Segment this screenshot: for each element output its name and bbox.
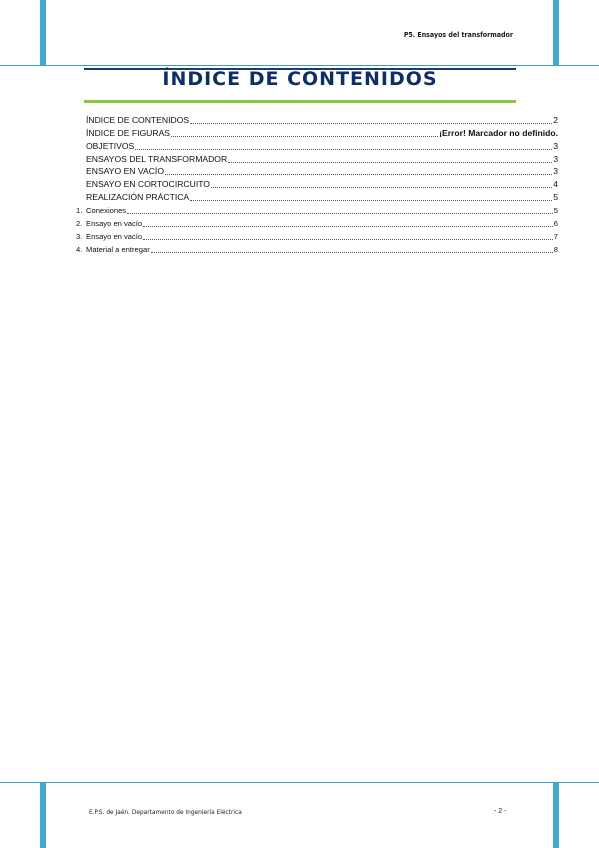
toc-entry-page: 3 bbox=[553, 153, 558, 164]
toc-entry-title: REALIZACIÓN PRÁCTICA bbox=[86, 192, 190, 203]
toc-entry-page: 6 bbox=[553, 219, 558, 229]
toc-entry-number: 2. bbox=[76, 219, 83, 229]
footer-page-number: - 2 - bbox=[494, 808, 507, 815]
toc-dot-leader bbox=[135, 148, 552, 150]
toc-entry[interactable] bbox=[76, 152, 558, 165]
toc-entry-title: Ensayo en vacío bbox=[86, 219, 143, 229]
toc-entry[interactable] bbox=[76, 177, 558, 190]
page-title: ÍNDICE DE CONTENIDOS bbox=[162, 68, 438, 90]
toc-entry-page: 5 bbox=[553, 206, 558, 216]
toc-entry[interactable] bbox=[76, 113, 558, 126]
toc-entry-page: 7 bbox=[553, 231, 558, 241]
toc-entry[interactable] bbox=[76, 229, 558, 242]
toc-dot-leader bbox=[190, 122, 552, 124]
toc-entry-title: ÍNDICE DE FIGURAS bbox=[86, 127, 171, 138]
toc-entry-error: ¡Error! Marcador no definido. bbox=[439, 127, 558, 138]
toc-entry-page: 2 bbox=[553, 114, 558, 125]
toc-entry-title: ENSAYOS DEL TRANSFORMADOR bbox=[86, 153, 228, 164]
table-of-contents bbox=[76, 113, 558, 255]
toc-entry-title: ENSAYO EN VACÍO bbox=[86, 166, 164, 177]
toc-dot-leader bbox=[127, 212, 553, 214]
header-left-bar bbox=[40, 0, 46, 66]
toc-entry-title: ENSAYO EN CORTOCIRCUITO bbox=[86, 179, 210, 190]
toc-entry-title: OBJETIVOS bbox=[86, 140, 135, 151]
toc-dot-leader bbox=[190, 199, 552, 201]
header-rule bbox=[0, 65, 599, 66]
toc-entry[interactable] bbox=[76, 139, 558, 152]
toc-entry-title: ÍNDICE DE CONTENIDOS bbox=[86, 114, 190, 125]
footer-left-bar bbox=[40, 782, 46, 848]
toc-dot-leader bbox=[143, 238, 553, 240]
toc-entry[interactable] bbox=[76, 203, 558, 216]
toc-entry-number: 1. bbox=[76, 206, 83, 216]
toc-dot-leader bbox=[228, 161, 552, 163]
toc-dot-leader bbox=[151, 251, 553, 253]
toc-entry[interactable] bbox=[76, 216, 558, 229]
toc-dot-leader bbox=[165, 173, 552, 175]
toc-entry-page: 5 bbox=[553, 192, 558, 203]
toc-dot-leader bbox=[143, 225, 553, 227]
toc-entry-title: Conexiones bbox=[86, 206, 127, 216]
toc-entry-page: 4 bbox=[553, 179, 558, 190]
toc-entry-page: 3 bbox=[553, 166, 558, 177]
toc-entry-number: 4. bbox=[76, 244, 83, 254]
toc-entry-number: 3. bbox=[76, 231, 83, 241]
toc-entry[interactable] bbox=[76, 190, 558, 203]
toc-dot-leader bbox=[171, 135, 438, 137]
toc-entry-page: 8 bbox=[553, 244, 558, 254]
toc-dot-leader bbox=[211, 186, 552, 188]
toc-entry-page: 3 bbox=[553, 140, 558, 151]
toc-entry-title: Material a entregar bbox=[86, 244, 150, 254]
footer-text: E.P.S. de Jaén. Departamento de Ingeniería Eléctrica bbox=[89, 808, 242, 816]
toc-entry[interactable] bbox=[76, 242, 558, 255]
header-title: P5. Ensayos del transformador bbox=[403, 31, 513, 39]
title-bottom-rule bbox=[84, 100, 516, 103]
toc-entry-title: Ensayo en vacío bbox=[86, 231, 143, 241]
header-right-bar bbox=[553, 0, 559, 66]
footer-right-bar bbox=[553, 782, 559, 848]
footer-rule bbox=[0, 782, 599, 783]
toc-entry[interactable] bbox=[76, 165, 558, 178]
toc-entry[interactable] bbox=[76, 126, 558, 139]
